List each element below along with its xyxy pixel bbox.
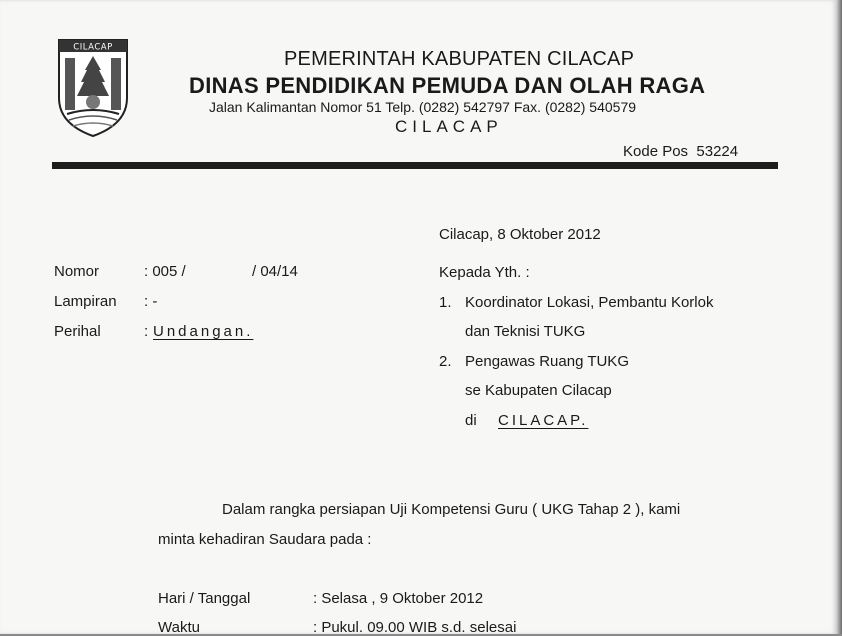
nomor-value: : 005 / (144, 263, 186, 280)
perihal-label: Perihal (54, 323, 101, 340)
perihal-value: Undangan. (153, 323, 254, 340)
schedule-time-value: : Pukul. 09.00 WIB s.d. selesai (313, 619, 517, 636)
letterhead-government: PEMERINTAH KABUPATEN CILACAP (284, 48, 635, 70)
letterhead-address: Jalan Kalimantan Nomor 51 Telp. (0282) 542797 Fax. (0282) 540579 (209, 99, 637, 115)
recipient-di-value: CILACAP. (498, 412, 589, 429)
perihal-colon: : (144, 323, 149, 340)
letterhead-city: CILACAP (395, 117, 503, 136)
schedule-time-label: Waktu (158, 619, 200, 636)
postal-label: Kode Pos (623, 143, 689, 160)
lampiran-value: : - (144, 293, 158, 310)
recipient-item-1-num: 1. (439, 294, 452, 311)
recipient-item-1-line1: Koordinator Lokasi, Pembantu Korlok (465, 294, 714, 311)
schedule-day-label: Hari / Tanggal (158, 590, 251, 607)
nomor-suffix: / 04/14 (252, 263, 298, 280)
recipient-item-1-line2: dan Teknisi TUKG (465, 323, 586, 340)
body-paragraph-line1: Dalam rangka persiapan Uji Kompetensi Guru ( UKG Tahap 2 ), kami (222, 501, 681, 518)
recipient-item-2-line1: Pengawas Ruang TUKG (465, 353, 629, 370)
cilacap-coat-of-arms-icon (55, 36, 131, 138)
recipient-item-2-line2: se Kabupaten Cilacap (465, 382, 612, 399)
postal-value: 53224 (696, 143, 739, 160)
postal-code (623, 143, 738, 160)
lampiran-label: Lampiran (54, 293, 117, 310)
nomor-label: Nomor (54, 263, 100, 280)
letter-date: Cilacap, 8 Oktober 2012 (439, 226, 601, 243)
logo-label: CILACAP (73, 42, 113, 53)
recipient-item-2-num: 2. (439, 353, 452, 370)
letterhead-agency: DINAS PENDIDIKAN PEMUDA DAN OLAH RAGA (189, 73, 706, 98)
page-edge-shadow (836, 0, 842, 634)
recipient-di-label: di (465, 412, 477, 429)
recipient-header: Kepada Yth. : (439, 264, 530, 281)
body-paragraph-line2: minta kehadiran Saudara pada : (158, 531, 372, 548)
schedule-day-value: : Selasa , 9 Oktober 2012 (313, 590, 484, 607)
letterhead-divider (52, 162, 778, 169)
